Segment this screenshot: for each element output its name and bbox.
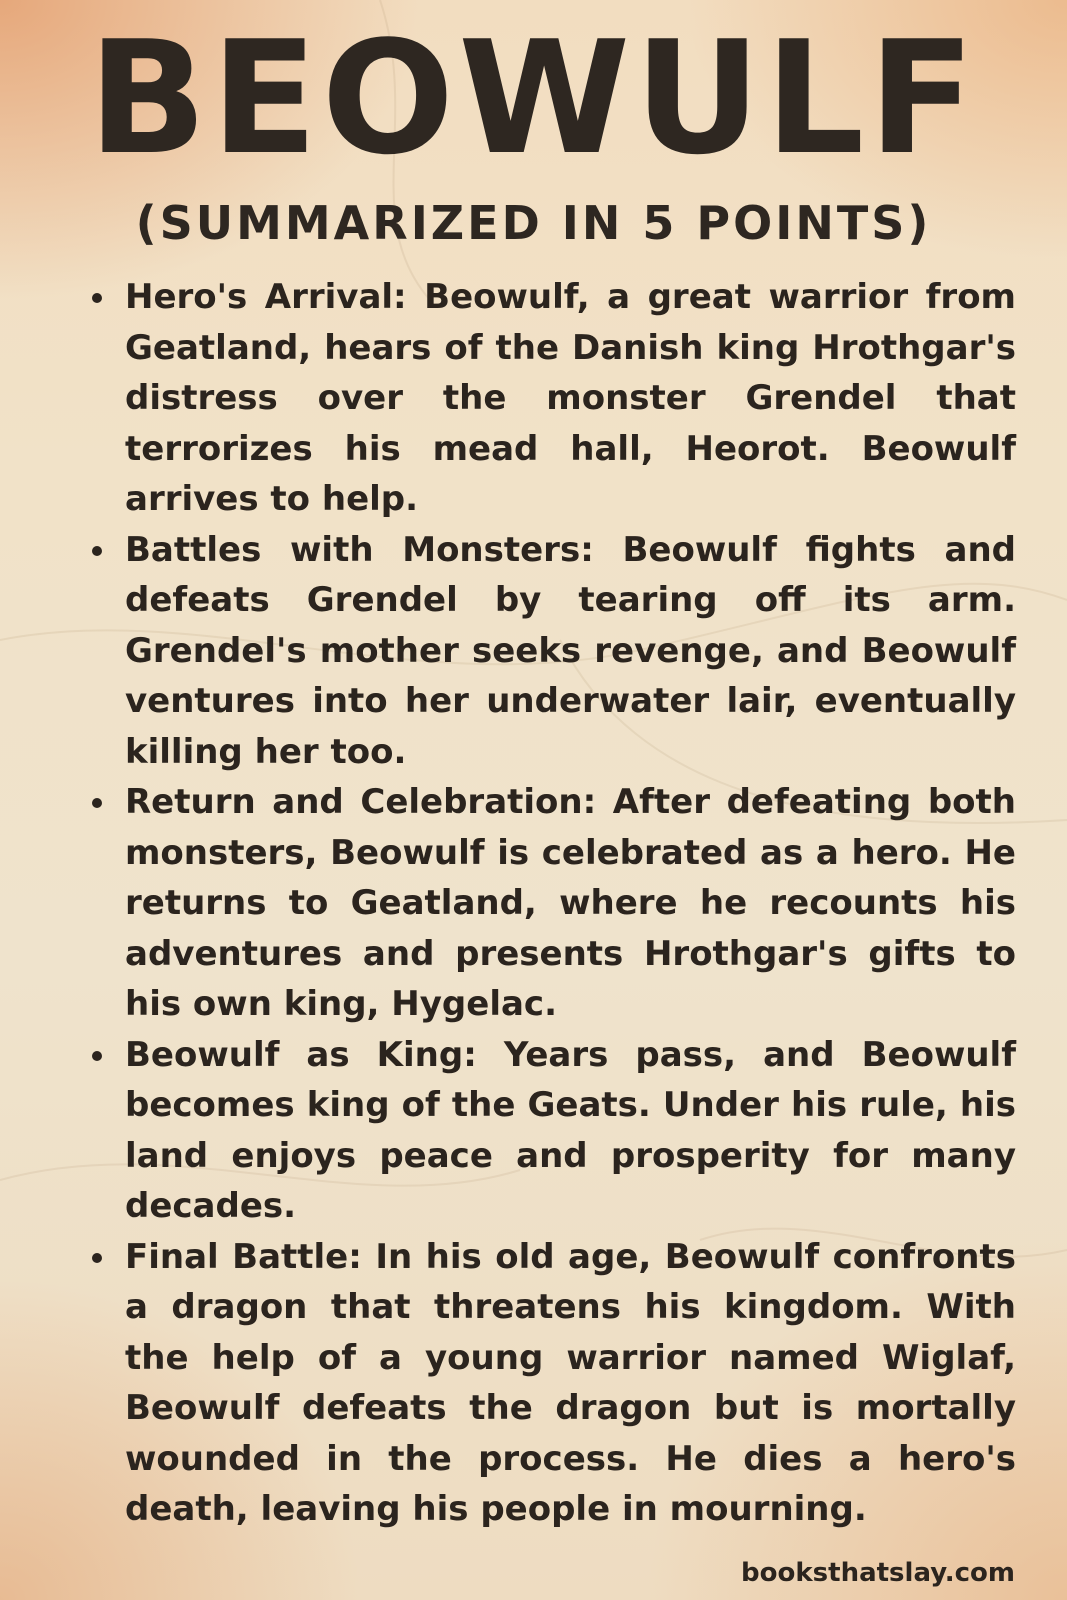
summary-point-text: Return and Celebration: After defeating both monsters, Beowulf is celebrated as a hero. He returns to Geatland, where he recounts his adventures and presents Hrothgar's gifts to his own king, Hygelac.	[125, 782, 1016, 1024]
page-subtitle: (SUMMARIZED IN 5 POINTS)	[135, 196, 932, 250]
bullet-icon	[92, 1051, 102, 1061]
bullet-icon	[92, 293, 102, 303]
page-title: BEOWULF	[88, 7, 979, 189]
summary-point-text: Battles with Monsters: Beowulf fights and defeats Grendel by tearing off its arm. Grendel's mother seeks revenge, and Beowulf ventures into her underwater lair, eventually killing her too.	[125, 529, 1016, 772]
bullet-icon	[92, 798, 102, 808]
summary-point-4	[88, 1030, 1016, 1232]
bullet-icon	[92, 1253, 102, 1263]
summary-point-text: Final Battle: In his old age, Beowulf confronts a dragon that threatens his kingdom. With the help of a young warrior named Wiglaf, Beowulf defeats the dragon but is mortally wounded in the process. He dies a hero's death, leaving his people in mourning.	[125, 1236, 1016, 1529]
summary-list	[88, 272, 1016, 1535]
bullet-icon	[92, 546, 102, 556]
summary-point-5	[88, 1232, 1016, 1535]
summary-point-1	[88, 272, 1016, 525]
summary-point-text: Hero's Arrival: Beowulf, a great warrior from Geatland, hears of the Danish king Hrothgar's distress over the monster Grendel that terrorizes his mead hall, Heorot. Beowulf arrives to help.	[125, 277, 1016, 519]
summary-point-2	[88, 525, 1016, 778]
summary-point-text: Beowulf as King: Years pass, and Beowulf becomes king of the Geats. Under his rule, his land enjoys peace and prosperity for many decades.	[125, 1034, 1016, 1226]
site-credit: booksthatslay.com	[741, 1558, 1015, 1588]
summary-point-3	[88, 777, 1016, 1030]
